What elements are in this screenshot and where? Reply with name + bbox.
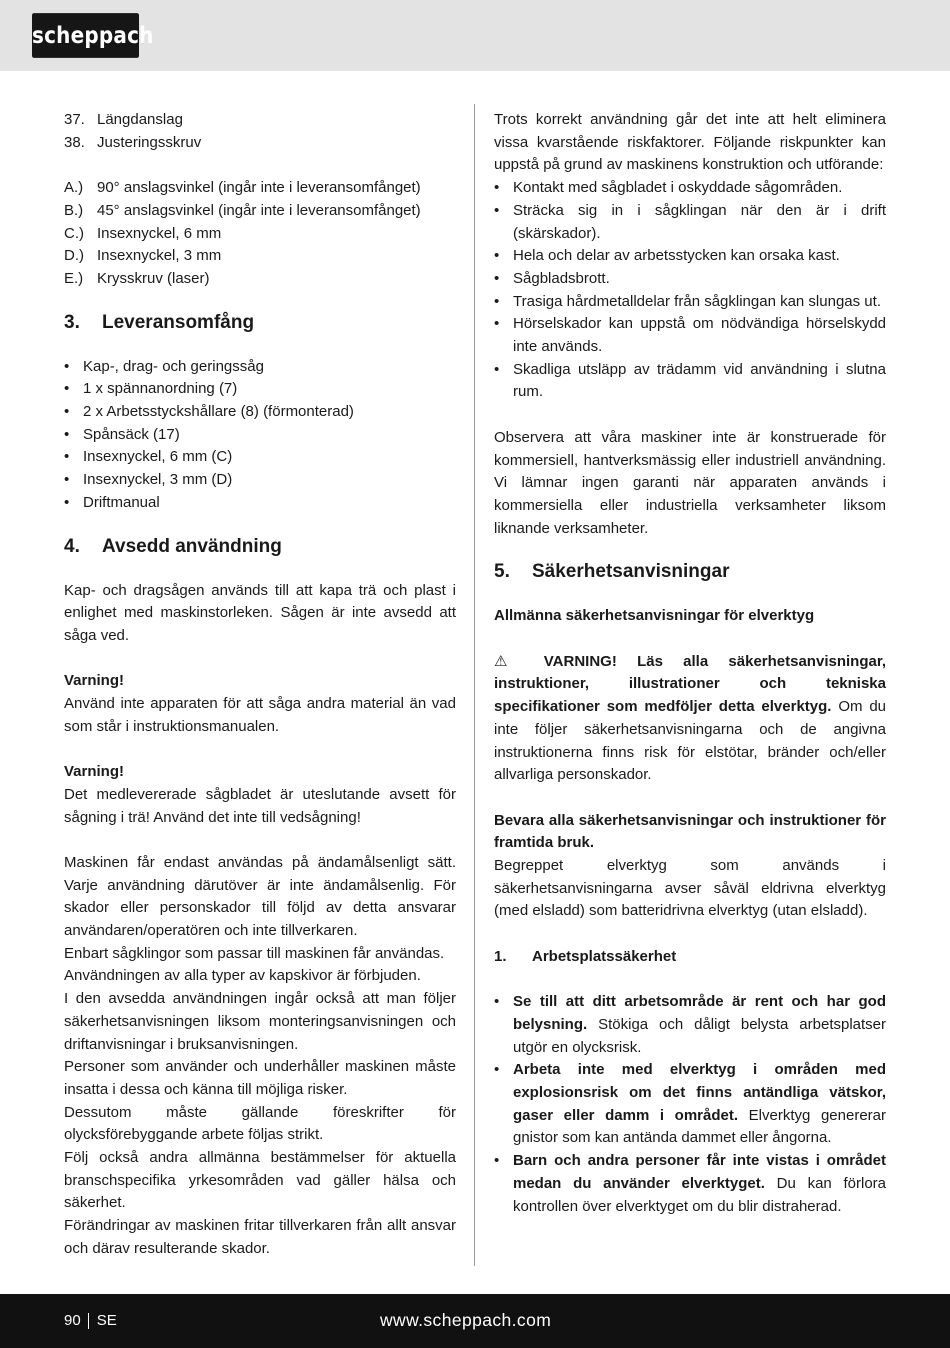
left-column: [64, 109, 456, 1261]
section-5-subtitle: Allmänna säkerhetsanvisningar för elverktyg: [494, 607, 815, 625]
usage-paragraph: Personer som använder och underhåller maskinen måste insatta i dessa och känna till möjliga risker.: [64, 1058, 456, 1098]
usage-paragraph: Dessutom måste gällande föreskrifter för olycksförebyggande arbete följas strikt.: [64, 1103, 456, 1144]
list-item: • 2 x Arbetsstyckshållare (8) (förmonterad): [64, 401, 456, 424]
delivery-scope-list: [64, 356, 456, 515]
header-band: [0, 0, 950, 71]
list-item: • Spånsäck (17): [64, 424, 456, 447]
list-item: • Skadliga utsläpp av trädamm vid användning i slutna rum.: [494, 359, 886, 404]
list-item: • Hörselskador kan uppstå om nödvändiga hörselskydd inte används.: [494, 313, 886, 358]
workplace-safety-list: [494, 991, 886, 1218]
usage-paragraph: Enbart sågklingor som passar till maskinen får användas.: [64, 944, 445, 962]
warning-triangle-icon: ⚠: [494, 652, 524, 670]
warning-1-text: Använd inte apparaten för att såga andra material än vad som står i instruktionsmanualen.: [64, 695, 456, 735]
power-tool-definition: Begreppet elverktyg som används i säkerhetsanvisningarna avser såväl eldrivna elverktyg (med elsladd) som batteridrivna elverktyg (utan elsladd).: [494, 857, 886, 920]
workplace-safety-heading: 1. Arbetsplatssäkerhet: [494, 947, 677, 965]
usage-paragraph: Maskinen får endast användas på ändamålsenligt sätt. Varje användning därutöver är inte ändamålsenlig. För skador eller personskador till följd av detta ansvarar användaren/operatören och inte tillverkaren.: [64, 853, 456, 940]
right-column: [494, 109, 886, 1218]
list-item: 38. Justeringsskruv: [64, 133, 202, 151]
residual-risk-intro: Trots korrekt användning går det inte att helt eliminera vissa kvarstående riskfaktorer. Följande riskpunkter kan uppstå på grund av maskinens konstruktion och utförande:: [494, 111, 886, 174]
parts-list: [64, 109, 456, 154]
list-item: • Se till att ditt arbetsområde är rent och har god belysning. Stökiga och dåligt belysta arbetsplatser utgör en olycksrisk.: [494, 991, 886, 1059]
keep-instructions: Bevara alla säkerhetsanvisningar och instruktioner för framtida bruk.: [494, 811, 886, 852]
language-code: SE: [96, 1312, 117, 1329]
list-item: • Insexnyckel, 3 mm (D): [64, 469, 456, 492]
section-3-heading: 3. Leveransomfång: [64, 311, 255, 333]
warning-2-title: Varning!: [64, 763, 125, 781]
warning-2-text: Det medlevererade sågbladet är uteslutande avsett för sågning i trä! Använd det inte till vedsågning!: [64, 785, 456, 826]
list-item: • Insexnyckel, 6 mm (C): [64, 446, 456, 469]
section-5-heading: 5. Säkerhetsanvisningar: [494, 561, 730, 583]
column-divider: [474, 104, 475, 1266]
usage-paragraph: Användningen av alla typer av kapskivor är förbjuden.: [64, 967, 421, 985]
list-item: • 1 x spännanordning (7): [64, 378, 456, 401]
list-item: • Sågbladsbrott.: [494, 268, 886, 291]
intended-use-intro: Kap- och dragsågen används till att kapa trä och plast i enlighet med maskinstorleken. Sågen är inte avsedd att såga ved.: [64, 581, 456, 644]
list-item: • Arbeta inte med elverktyg i områden med explosionsrisk om det finns antändliga vätskor, gaser eller damm i området. Elverktyg genererar gnistor som kan antända dammet eller ångorna.: [494, 1059, 886, 1150]
list-item: • Kontakt med sågbladet i oskyddade sågområden.: [494, 177, 886, 200]
list-item: D.) Insexnyckel, 3 mm: [64, 247, 222, 265]
list-item: B.) 45° anslagsvinkel (ingår inte i leveransomfånget): [64, 201, 421, 219]
list-item: C.) Insexnyckel, 6 mm: [64, 224, 222, 242]
list-item: • Sträcka sig in i sågklingan när den är i drift (skärskador).: [494, 200, 886, 245]
residual-risk-list: [494, 177, 886, 404]
usage-paragraph: Förändringar av maskinen fritar tillverkaren från allt ansvar och därav resulterande skador.: [64, 1217, 456, 1257]
commercial-use-notice: Observera att våra maskiner inte är konstruerade för kommersiell, hantverksmässig eller industriell användning. Vi lämnar ingen garanti när apparaten används i kommersiella eller industriella verksamheter liksom liknande verksamheter.: [494, 428, 886, 537]
usage-paragraph: I den avsedda användningen ingår också att man följer säkerhetsanvisningen liksom monteringsanvisningen och driftanvisningar i bruksanvisningen.: [64, 990, 456, 1053]
warning-1-title: Varning!: [64, 672, 125, 690]
scheppach-logo: scheppach: [32, 13, 139, 58]
list-item: E.) Krysskruv (laser): [64, 269, 210, 287]
section-4-heading: 4. Avsedd användning: [64, 535, 282, 557]
usage-paragraph: Följ också andra allmänna bestämmelser för aktuella branschspecifika yrkesområden vad gäller hälsa och säkerhet.: [64, 1149, 456, 1212]
list-item: • Hela och delar av arbetsstycken kan orsaka kast.: [494, 245, 886, 268]
list-item: • Kap-, drag- och geringssåg: [64, 356, 456, 379]
list-item: • Barn och andra personer får inte vistas i området medan du använder elverktyget. Du kan förlora kontrollen över elverktyget om du blir distraherad.: [494, 1150, 886, 1218]
warning-paragraph: ⚠ VARNING! Läs alla säkerhetsanvisningar, instruktioner, illustrationer och tekniska specifikationer som medföljer detta elverktyg. Om du inte följer säkerhetsanvisningarna och de angivna instruktionerna finns risk för elstötar, bränder och/eller allvarliga personskador.: [494, 652, 886, 784]
footer-separator: [88, 1313, 89, 1329]
website-link[interactable]: www.scheppach.com: [380, 1310, 552, 1330]
page-number: 90 SE: [64, 1312, 117, 1329]
footer-band: [0, 1294, 950, 1348]
list-item: A.) 90° anslagsvinkel (ingår inte i leveransomfånget): [64, 179, 421, 197]
list-item: • Driftmanual: [64, 492, 456, 515]
list-item: 37. Längdanslag: [64, 111, 183, 128]
accessories-list: [64, 177, 456, 291]
list-item: • Trasiga hårdmetalldelar från sågklingan kan slungas ut.: [494, 291, 886, 314]
